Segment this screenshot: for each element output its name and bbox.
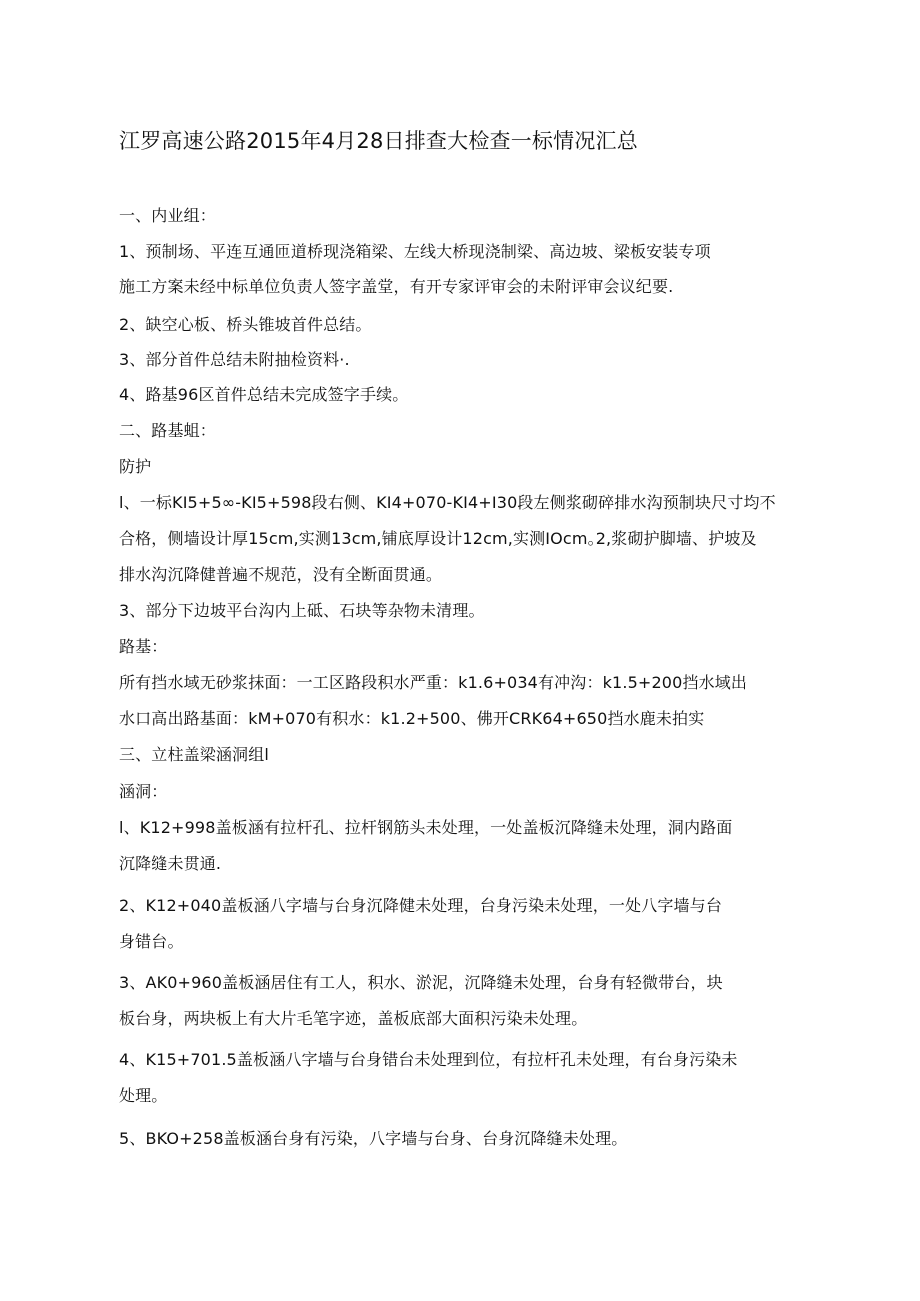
paragraph-line: 3、AK0+960盖板涵居住有工人，积水、淤泥，沉降缝未处理，台身有轻微带台，块 [119, 973, 723, 992]
paragraph-line: 排水沟沉降健普遍不规范，没有全断面贯通。 [119, 565, 443, 584]
section-heading-culvert-group: 三、立柱盖梁涵洞组l [119, 745, 269, 764]
paragraph-line: l、K12+998盖板涵有拉杆孔、拉杆钢筋头未处理，一处盖板沉降缝未处理，洞内路面 [119, 818, 733, 837]
paragraph-line: 4、路基96区首件总结未完成签字手续。 [119, 385, 409, 404]
paragraph-line: 处理。 [119, 1086, 168, 1105]
paragraph-line: 所有挡水域无砂浆抹面：一工区路段积水严重：k1.6+034有冲沟：k1.5+200挡水域出 [119, 673, 748, 692]
section-heading-roadbed: 二、路基蛆： [119, 421, 216, 440]
paragraph-line: 2、缺空心板、桥头锥坡首件总结。 [119, 315, 372, 334]
subheading-protection: 防护 [119, 457, 152, 476]
paragraph-line: 板台身，两块板上有大片毛笔字迹，盖板底部大面积污染未处理。 [119, 1009, 588, 1028]
paragraph-line: 沉降缝未贯通. [119, 854, 222, 873]
paragraph-line: 4、K15+701.5盖板涵八字墙与台身错台未处理到位，有拉杆孔未处理，有台身污染未 [119, 1050, 738, 1069]
paragraph-line: 3、部分首件总结未附抽检资料·. [119, 350, 350, 369]
document-title: 江罗高速公路2015年4月28日排查大检查一标情况汇总 [119, 129, 638, 153]
section-heading-internal: 一、内业组： [119, 206, 216, 225]
subheading-roadbed: 路基： [119, 637, 168, 656]
paragraph-line: 水口高出路基面：kM+070有积水：k1.2+500、佛开CRK64+650挡水鹿未拍实 [119, 709, 705, 728]
paragraph-line: 身错台。 [119, 932, 184, 951]
paragraph-line: l、一标KI5+5∞-KI5+598段右侧、KI4+070-KI4+I30段左侧浆砌碎排水沟预制块尺寸均不 [119, 493, 776, 512]
paragraph-line: 3、部分下边坡平台沟内上砥、石块等杂物未清理。 [119, 601, 485, 620]
subheading-culvert: 涵洞： [119, 782, 168, 801]
paragraph-line: 5、BKO+258盖板涵台身有污染，八字墙与台身、台身沉降缝未处理。 [119, 1129, 628, 1148]
paragraph-line: 1、预制场、平连互通匝道桥现浇箱梁、左线大桥现浇制梁、高边坡、梁板安装专项 [119, 242, 711, 261]
paragraph-line: 2、K12+040盖板涵八字墙与台身沉降健未处理，台身污染未处理，一处八字墙与台 [119, 896, 722, 915]
paragraph-line: 施工方案未经中标单位负责人签字盖堂，有开专家评审会的未附评审会议纪要. [119, 277, 674, 296]
paragraph-line: 合格，侧墙设计厚15cm,实测13cm,铺底厚设计12cm,实测IOcm｡2,浆砌护脚墙、护坡及 [119, 529, 757, 548]
